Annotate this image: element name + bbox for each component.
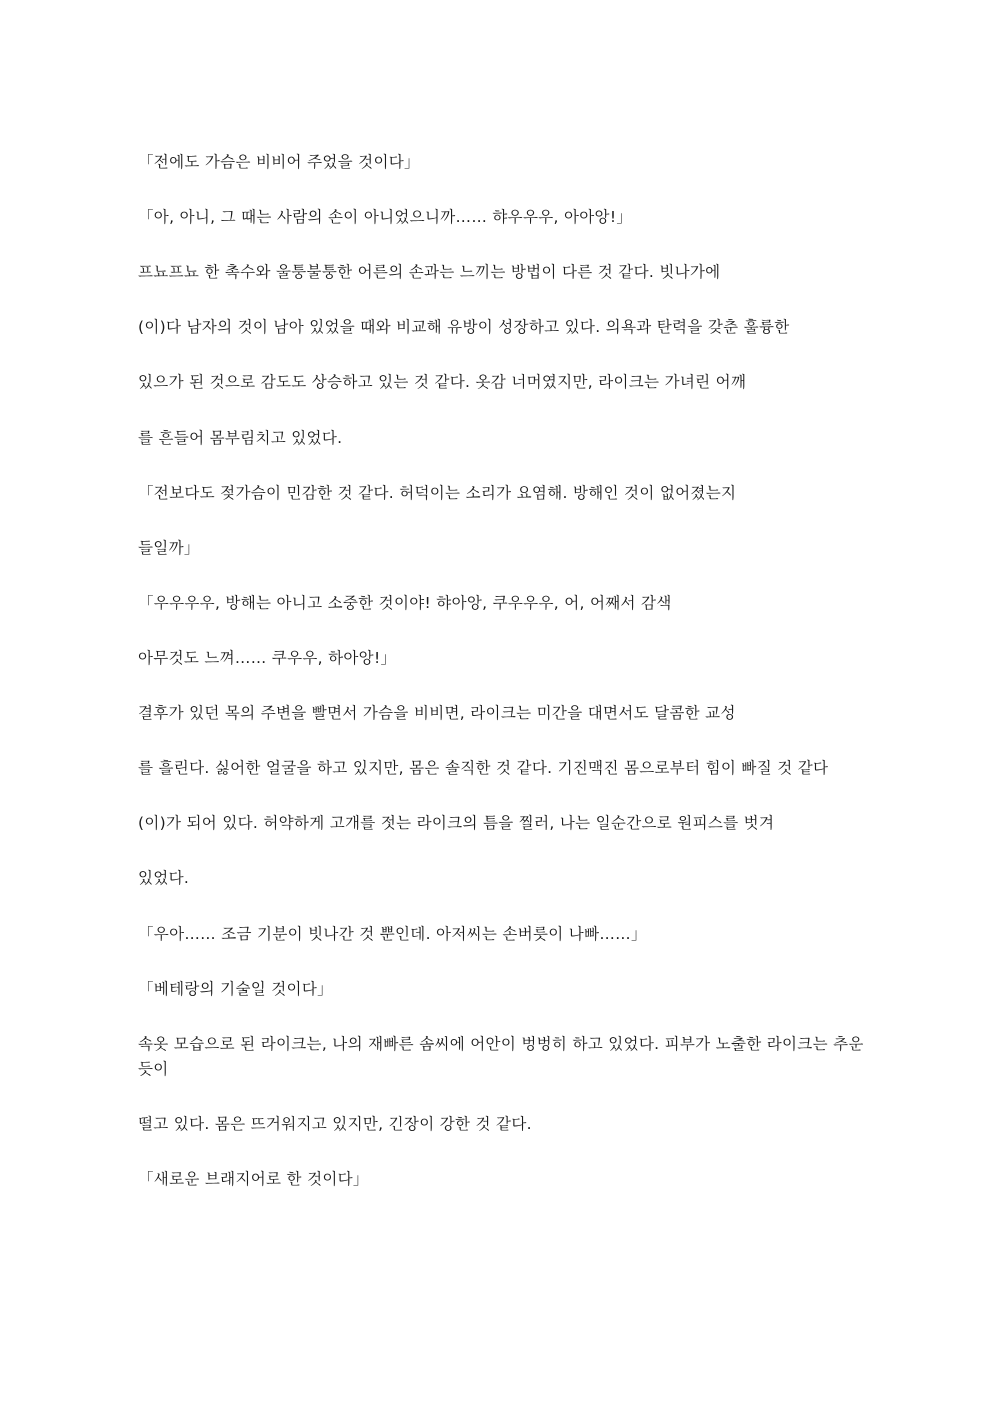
paragraph: 「전보다도 젖가슴이 민감한 것 같다. 허덕이는 소리가 요염해. 방해인 것이 없어졌는지 <box>138 483 737 502</box>
paragraph: 속옷 모습으로 된 라이크는, 나의 재빠른 솜씨에 어안이 벙벙히 하고 있었다. 피부가 노출한 라이크는 추운 듯이 <box>138 1034 864 1078</box>
paragraph: 를 흘린다. 싫어한 얼굴을 하고 있지만, 몸은 솔직한 것 같다. 기진맥진 몸으로부터 힘이 빠질 것 같다 <box>138 759 829 778</box>
paragraph: 프뇨프뇨 한 촉수와 울퉁불퉁한 어른의 손과는 느끼는 방법이 다른 것 같다. 빗나가에 <box>138 263 721 282</box>
paragraph: 결후가 있던 목의 주변을 빨면서 가슴을 비비면, 라이크는 미간을 대면서도 달콤한 교성 <box>138 704 736 723</box>
paragraph: 「아, 아니, 그 때는 사람의 손이 아니었으니까…… 햐우우우, 아아앙!」 <box>138 208 633 227</box>
paragraph: 아무것도 느껴…… 쿠우우, 하아앙!」 <box>138 648 397 667</box>
paragraph: 들일까」 <box>138 538 200 557</box>
paragraph: 를 흔들어 몸부림치고 있었다. <box>138 428 343 447</box>
paragraph: 있으가 된 것으로 감도도 상승하고 있는 것 같다. 옷감 너머였지만, 라이크는 가녀린 어깨 <box>138 373 747 392</box>
document-text-body <box>138 150 868 1192</box>
paragraph: (이)가 되어 있다. 허약하게 고개를 젓는 라이크의 틈을 찔러, 나는 일순간으로 원피스를 벗겨 <box>138 814 775 833</box>
paragraph: 「전에도 가슴은 비비어 주었을 것이다」 <box>138 153 420 171</box>
paragraph: 있었다. <box>138 869 190 888</box>
paragraph: 떨고 있다. 몸은 뜨거워지고 있지만, 긴장이 강한 것 같다. <box>138 1114 532 1133</box>
paragraph: 「베테랑의 기술일 것이다」 <box>138 979 333 998</box>
paragraph: 「우아…… 조금 기분이 빗나간 것 뿐인데. 아저씨는 손버릇이 나빠……」 <box>138 924 647 943</box>
paragraph: (이)다 남자의 것이 남아 있었을 때와 비교해 유방이 성장하고 있다. 의욕과 탄력을 갖춘 훌륭한 <box>138 318 790 337</box>
paragraph: 「새로운 브래지어로 한 것이다」 <box>138 1170 369 1189</box>
paragraph: 「우우우우, 방해는 아니고 소중한 것이야! 햐아앙, 쿠우우우, 어, 어째서 감색 <box>138 593 672 612</box>
